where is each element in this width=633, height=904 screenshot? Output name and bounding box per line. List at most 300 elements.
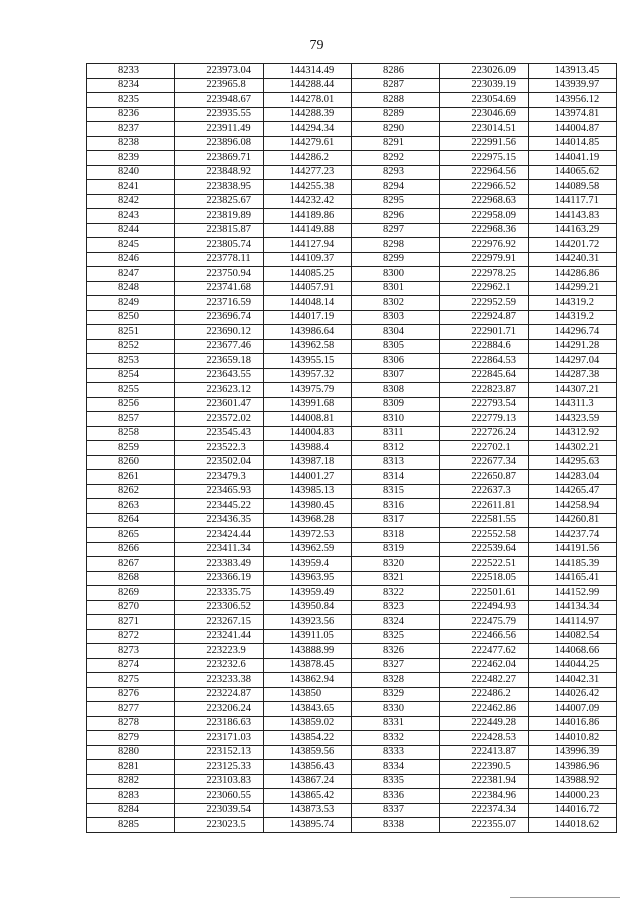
point-number-cell: 8272 (87, 629, 175, 644)
x-coordinate-cell: 222384.96 (440, 789, 528, 804)
y-coordinate-cell: 144323.59 (528, 412, 616, 427)
table-row (87, 122, 617, 137)
table-row (87, 412, 617, 427)
y-coordinate-cell: 144000.23 (528, 789, 616, 804)
point-number-cell: 8302 (351, 296, 439, 311)
x-coordinate-cell: 222964.56 (440, 165, 528, 180)
point-number-cell: 8269 (87, 586, 175, 601)
y-coordinate-cell: 143991.68 (263, 397, 351, 412)
point-number-cell: 8258 (87, 426, 175, 441)
table-row (87, 731, 617, 746)
table-row (87, 600, 617, 615)
coordinate-table (86, 63, 617, 833)
x-coordinate-cell: 222924.87 (440, 310, 528, 325)
y-coordinate-cell: 143895.74 (263, 818, 351, 833)
point-number-cell: 8315 (351, 484, 439, 499)
x-coordinate-cell: 223424.44 (175, 528, 263, 543)
table-row (87, 658, 617, 673)
x-coordinate-cell: 223973.04 (175, 64, 263, 79)
point-number-cell: 8328 (351, 673, 439, 688)
point-number-cell: 8244 (87, 223, 175, 238)
point-number-cell: 8305 (351, 339, 439, 354)
point-number-cell: 8332 (351, 731, 439, 746)
point-number-cell: 8279 (87, 731, 175, 746)
x-coordinate-cell: 222991.56 (440, 136, 528, 151)
y-coordinate-cell: 144085.25 (263, 267, 351, 282)
y-coordinate-cell: 144191.56 (528, 542, 616, 557)
x-coordinate-cell: 223103.83 (175, 774, 263, 789)
point-number-cell: 8248 (87, 281, 175, 296)
x-coordinate-cell: 223479.3 (175, 470, 263, 485)
point-number-cell: 8233 (87, 64, 175, 79)
table-row (87, 426, 617, 441)
x-coordinate-cell: 222975.15 (440, 151, 528, 166)
point-number-cell: 8264 (87, 513, 175, 528)
point-number-cell: 8234 (87, 78, 175, 93)
x-coordinate-cell: 223306.52 (175, 600, 263, 615)
y-coordinate-cell: 143980.45 (263, 499, 351, 514)
y-coordinate-cell: 143957.32 (263, 368, 351, 383)
x-coordinate-cell: 222677.34 (440, 455, 528, 470)
point-number-cell: 8288 (351, 93, 439, 108)
y-coordinate-cell: 144018.62 (528, 818, 616, 833)
point-number-cell: 8268 (87, 571, 175, 586)
x-coordinate-cell: 222884.6 (440, 339, 528, 354)
point-number-cell: 8255 (87, 383, 175, 398)
point-number-cell: 8267 (87, 557, 175, 572)
y-coordinate-cell: 144114.97 (528, 615, 616, 630)
point-number-cell: 8263 (87, 499, 175, 514)
table-row (87, 629, 617, 644)
y-coordinate-cell: 144286.86 (528, 267, 616, 282)
table-row (87, 165, 617, 180)
y-coordinate-cell: 143950.84 (263, 600, 351, 615)
x-coordinate-cell: 222966.52 (440, 180, 528, 195)
point-number-cell: 8274 (87, 658, 175, 673)
y-coordinate-cell: 144010.82 (528, 731, 616, 746)
point-number-cell: 8320 (351, 557, 439, 572)
point-number-cell: 8290 (351, 122, 439, 137)
table-row (87, 644, 617, 659)
x-coordinate-cell: 223465.93 (175, 484, 263, 499)
y-coordinate-cell: 144319.2 (528, 310, 616, 325)
table-row (87, 615, 617, 630)
point-number-cell: 8239 (87, 151, 175, 166)
point-number-cell: 8235 (87, 93, 175, 108)
y-coordinate-cell: 143968.28 (263, 513, 351, 528)
x-coordinate-cell: 222864.53 (440, 354, 528, 369)
point-number-cell: 8298 (351, 238, 439, 253)
y-coordinate-cell: 143859.02 (263, 716, 351, 731)
point-number-cell: 8317 (351, 513, 439, 528)
point-number-cell: 8240 (87, 165, 175, 180)
point-number-cell: 8337 (351, 803, 439, 818)
x-coordinate-cell: 223233.38 (175, 673, 263, 688)
y-coordinate-cell: 144291.28 (528, 339, 616, 354)
table-row (87, 64, 617, 79)
x-coordinate-cell: 222845.64 (440, 368, 528, 383)
y-coordinate-cell: 143878.45 (263, 658, 351, 673)
y-coordinate-cell: 144288.39 (263, 107, 351, 122)
y-coordinate-cell: 143974.81 (528, 107, 616, 122)
y-coordinate-cell: 144237.74 (528, 528, 616, 543)
y-coordinate-cell: 144016.86 (528, 716, 616, 731)
table-row (87, 78, 617, 93)
x-coordinate-cell: 222518.05 (440, 571, 528, 586)
point-number-cell: 8243 (87, 209, 175, 224)
point-number-cell: 8282 (87, 774, 175, 789)
point-number-cell: 8296 (351, 209, 439, 224)
x-coordinate-cell: 223838.95 (175, 180, 263, 195)
point-number-cell: 8259 (87, 441, 175, 456)
x-coordinate-cell: 223659.18 (175, 354, 263, 369)
point-number-cell: 8283 (87, 789, 175, 804)
y-coordinate-cell: 143867.24 (263, 774, 351, 789)
x-coordinate-cell: 222428.53 (440, 731, 528, 746)
point-number-cell: 8292 (351, 151, 439, 166)
y-coordinate-cell: 143986.64 (263, 325, 351, 340)
point-number-cell: 8323 (351, 600, 439, 615)
x-coordinate-cell: 222650.87 (440, 470, 528, 485)
x-coordinate-cell: 223223.9 (175, 644, 263, 659)
y-coordinate-cell: 144240.31 (528, 252, 616, 267)
x-coordinate-cell: 222462.86 (440, 702, 528, 717)
point-number-cell: 8301 (351, 281, 439, 296)
table-row (87, 107, 617, 122)
x-coordinate-cell: 223750.94 (175, 267, 263, 282)
point-number-cell: 8245 (87, 238, 175, 253)
y-coordinate-cell: 144048.14 (263, 296, 351, 311)
table-row (87, 745, 617, 760)
point-number-cell: 8265 (87, 528, 175, 543)
y-coordinate-cell: 144044.25 (528, 658, 616, 673)
point-number-cell: 8338 (351, 818, 439, 833)
point-number-cell: 8276 (87, 687, 175, 702)
table-row (87, 180, 617, 195)
table-row (87, 252, 617, 267)
y-coordinate-cell: 144065.62 (528, 165, 616, 180)
x-coordinate-cell: 223125.33 (175, 760, 263, 775)
y-coordinate-cell: 143959.4 (263, 557, 351, 572)
point-number-cell: 8313 (351, 455, 439, 470)
x-coordinate-cell: 223965.8 (175, 78, 263, 93)
y-coordinate-cell: 143859.56 (263, 745, 351, 760)
point-number-cell: 8257 (87, 412, 175, 427)
x-coordinate-cell: 223848.92 (175, 165, 263, 180)
x-coordinate-cell: 223696.74 (175, 310, 263, 325)
point-number-cell: 8266 (87, 542, 175, 557)
x-coordinate-cell: 223741.68 (175, 281, 263, 296)
y-coordinate-cell: 144299.21 (528, 281, 616, 296)
point-number-cell: 8289 (351, 107, 439, 122)
point-number-cell: 8331 (351, 716, 439, 731)
point-number-cell: 8238 (87, 136, 175, 151)
point-number-cell: 8295 (351, 194, 439, 209)
x-coordinate-cell: 223677.46 (175, 339, 263, 354)
x-coordinate-cell: 223014.51 (440, 122, 528, 137)
y-coordinate-cell: 143963.95 (263, 571, 351, 586)
point-number-cell: 8271 (87, 615, 175, 630)
y-coordinate-cell: 144109.37 (263, 252, 351, 267)
x-coordinate-cell: 222823.87 (440, 383, 528, 398)
x-coordinate-cell: 223716.59 (175, 296, 263, 311)
x-coordinate-cell: 222486.2 (440, 687, 528, 702)
x-coordinate-cell: 222702.1 (440, 441, 528, 456)
point-number-cell: 8262 (87, 484, 175, 499)
y-coordinate-cell: 144312.92 (528, 426, 616, 441)
y-coordinate-cell: 143862.94 (263, 673, 351, 688)
table-row (87, 397, 617, 412)
table-row (87, 760, 617, 775)
x-coordinate-cell: 223046.69 (440, 107, 528, 122)
y-coordinate-cell: 144278.01 (263, 93, 351, 108)
point-number-cell: 8309 (351, 397, 439, 412)
y-coordinate-cell: 143955.15 (263, 354, 351, 369)
point-number-cell: 8291 (351, 136, 439, 151)
x-coordinate-cell: 223778.11 (175, 252, 263, 267)
y-coordinate-cell: 144295.63 (528, 455, 616, 470)
table-row (87, 513, 617, 528)
table-row (87, 803, 617, 818)
x-coordinate-cell: 223819.89 (175, 209, 263, 224)
x-coordinate-cell: 222390.5 (440, 760, 528, 775)
x-coordinate-cell: 223060.55 (175, 789, 263, 804)
x-coordinate-cell: 222793.54 (440, 397, 528, 412)
y-coordinate-cell: 144004.87 (528, 122, 616, 137)
y-coordinate-cell: 144143.83 (528, 209, 616, 224)
x-coordinate-cell: 222355.07 (440, 818, 528, 833)
x-coordinate-cell: 222381.94 (440, 774, 528, 789)
y-coordinate-cell: 143962.58 (263, 339, 351, 354)
table-row (87, 383, 617, 398)
x-coordinate-cell: 223206.24 (175, 702, 263, 717)
y-coordinate-cell: 143956.12 (528, 93, 616, 108)
x-coordinate-cell: 223152.13 (175, 745, 263, 760)
x-coordinate-cell: 223267.15 (175, 615, 263, 630)
y-coordinate-cell: 143939.97 (528, 78, 616, 93)
point-number-cell: 8293 (351, 165, 439, 180)
x-coordinate-cell: 222581.55 (440, 513, 528, 528)
y-coordinate-cell: 144057.91 (263, 281, 351, 296)
x-coordinate-cell: 222901.71 (440, 325, 528, 340)
table-row (87, 716, 617, 731)
point-number-cell: 8300 (351, 267, 439, 282)
y-coordinate-cell: 143988.4 (263, 441, 351, 456)
point-number-cell: 8287 (351, 78, 439, 93)
point-number-cell: 8297 (351, 223, 439, 238)
y-coordinate-cell: 143913.45 (528, 64, 616, 79)
table-row (87, 354, 617, 369)
x-coordinate-cell: 223572.02 (175, 412, 263, 427)
table-row (87, 339, 617, 354)
table-row (87, 325, 617, 340)
point-number-cell: 8249 (87, 296, 175, 311)
point-number-cell: 8250 (87, 310, 175, 325)
y-coordinate-cell: 144165.41 (528, 571, 616, 586)
x-coordinate-cell: 223232.6 (175, 658, 263, 673)
table-row (87, 310, 617, 325)
point-number-cell: 8254 (87, 368, 175, 383)
x-coordinate-cell: 222539.64 (440, 542, 528, 557)
point-number-cell: 8252 (87, 339, 175, 354)
point-number-cell: 8236 (87, 107, 175, 122)
y-coordinate-cell: 144294.34 (263, 122, 351, 137)
y-coordinate-cell: 144041.19 (528, 151, 616, 166)
y-coordinate-cell: 143850 (263, 687, 351, 702)
table-row (87, 223, 617, 238)
x-coordinate-cell: 223522.3 (175, 441, 263, 456)
point-number-cell: 8277 (87, 702, 175, 717)
y-coordinate-cell: 144185.39 (528, 557, 616, 572)
y-coordinate-cell: 143873.53 (263, 803, 351, 818)
table-row (87, 267, 617, 282)
y-coordinate-cell: 143975.79 (263, 383, 351, 398)
x-coordinate-cell: 222779.13 (440, 412, 528, 427)
x-coordinate-cell: 223335.75 (175, 586, 263, 601)
y-coordinate-cell: 144008.81 (263, 412, 351, 427)
x-coordinate-cell: 222976.92 (440, 238, 528, 253)
table-row (87, 368, 617, 383)
y-coordinate-cell: 144287.38 (528, 368, 616, 383)
point-number-cell: 8253 (87, 354, 175, 369)
x-coordinate-cell: 222413.87 (440, 745, 528, 760)
point-number-cell: 8307 (351, 368, 439, 383)
x-coordinate-cell: 222952.59 (440, 296, 528, 311)
point-number-cell: 8285 (87, 818, 175, 833)
point-number-cell: 8325 (351, 629, 439, 644)
x-coordinate-cell: 223623.12 (175, 383, 263, 398)
x-coordinate-cell: 222482.27 (440, 673, 528, 688)
y-coordinate-cell: 144001.27 (263, 470, 351, 485)
x-coordinate-cell: 223911.49 (175, 122, 263, 137)
y-coordinate-cell: 143962.59 (263, 542, 351, 557)
point-number-cell: 8280 (87, 745, 175, 760)
point-number-cell: 8329 (351, 687, 439, 702)
y-coordinate-cell: 143854.22 (263, 731, 351, 746)
x-coordinate-cell: 222726.24 (440, 426, 528, 441)
point-number-cell: 8334 (351, 760, 439, 775)
point-number-cell: 8310 (351, 412, 439, 427)
point-number-cell: 8260 (87, 455, 175, 470)
table-row (87, 789, 617, 804)
y-coordinate-cell: 144311.3 (528, 397, 616, 412)
point-number-cell: 8333 (351, 745, 439, 760)
x-coordinate-cell: 222477.62 (440, 644, 528, 659)
y-coordinate-cell: 144017.19 (263, 310, 351, 325)
table-row (87, 586, 617, 601)
x-coordinate-cell: 223948.67 (175, 93, 263, 108)
table-row (87, 484, 617, 499)
y-coordinate-cell: 143987.18 (263, 455, 351, 470)
y-coordinate-cell: 143988.92 (528, 774, 616, 789)
x-coordinate-cell: 223502.04 (175, 455, 263, 470)
y-coordinate-cell: 143843.65 (263, 702, 351, 717)
y-coordinate-cell: 144260.81 (528, 513, 616, 528)
y-coordinate-cell: 144277.23 (263, 165, 351, 180)
y-coordinate-cell: 144279.61 (263, 136, 351, 151)
table-row (87, 93, 617, 108)
x-coordinate-cell: 223445.22 (175, 499, 263, 514)
table-row (87, 528, 617, 543)
point-number-cell: 8318 (351, 528, 439, 543)
y-coordinate-cell: 144319.2 (528, 296, 616, 311)
y-coordinate-cell: 144314.49 (263, 64, 351, 79)
x-coordinate-cell: 223171.03 (175, 731, 263, 746)
point-number-cell: 8246 (87, 252, 175, 267)
table-row (87, 774, 617, 789)
point-number-cell: 8322 (351, 586, 439, 601)
point-number-cell: 8247 (87, 267, 175, 282)
y-coordinate-cell: 144068.66 (528, 644, 616, 659)
x-coordinate-cell: 223869.71 (175, 151, 263, 166)
point-number-cell: 8270 (87, 600, 175, 615)
y-coordinate-cell: 143888.99 (263, 644, 351, 659)
table-row (87, 238, 617, 253)
point-number-cell: 8284 (87, 803, 175, 818)
y-coordinate-cell: 143923.56 (263, 615, 351, 630)
y-coordinate-cell: 144232.42 (263, 194, 351, 209)
y-coordinate-cell: 144201.72 (528, 238, 616, 253)
x-coordinate-cell: 223383.49 (175, 557, 263, 572)
x-coordinate-cell: 223026.09 (440, 64, 528, 79)
x-coordinate-cell: 222522.51 (440, 557, 528, 572)
point-number-cell: 8330 (351, 702, 439, 717)
x-coordinate-cell: 222611.81 (440, 499, 528, 514)
y-coordinate-cell: 144283.04 (528, 470, 616, 485)
x-coordinate-cell: 223023.5 (175, 818, 263, 833)
y-coordinate-cell: 143856.43 (263, 760, 351, 775)
y-coordinate-cell: 144004.83 (263, 426, 351, 441)
point-number-cell: 8335 (351, 774, 439, 789)
point-number-cell: 8273 (87, 644, 175, 659)
x-coordinate-cell: 223935.55 (175, 107, 263, 122)
point-number-cell: 8256 (87, 397, 175, 412)
table-row (87, 441, 617, 456)
y-coordinate-cell: 144265.47 (528, 484, 616, 499)
x-coordinate-cell: 222449.28 (440, 716, 528, 731)
x-coordinate-cell: 222374.34 (440, 803, 528, 818)
y-coordinate-cell: 144189.86 (263, 209, 351, 224)
y-coordinate-cell: 144007.09 (528, 702, 616, 717)
x-coordinate-cell: 223411.34 (175, 542, 263, 557)
x-coordinate-cell: 223690.12 (175, 325, 263, 340)
x-coordinate-cell: 223601.47 (175, 397, 263, 412)
x-coordinate-cell: 223186.63 (175, 716, 263, 731)
x-coordinate-cell: 223039.54 (175, 803, 263, 818)
page-number: 79 (309, 38, 324, 53)
point-number-cell: 8314 (351, 470, 439, 485)
y-coordinate-cell: 144117.71 (528, 194, 616, 209)
table-row (87, 557, 617, 572)
y-coordinate-cell: 144014.85 (528, 136, 616, 151)
point-number-cell: 8304 (351, 325, 439, 340)
point-number-cell: 8251 (87, 325, 175, 340)
point-number-cell: 8324 (351, 615, 439, 630)
coordinate-table-body (87, 64, 617, 833)
x-coordinate-cell: 223805.74 (175, 238, 263, 253)
table-row (87, 455, 617, 470)
table-row (87, 281, 617, 296)
x-coordinate-cell: 223436.35 (175, 513, 263, 528)
point-number-cell: 8278 (87, 716, 175, 731)
y-coordinate-cell: 144082.54 (528, 629, 616, 644)
point-number-cell: 8327 (351, 658, 439, 673)
y-coordinate-cell: 144307.21 (528, 383, 616, 398)
point-number-cell: 8319 (351, 542, 439, 557)
point-number-cell: 8294 (351, 180, 439, 195)
x-coordinate-cell: 223825.67 (175, 194, 263, 209)
y-coordinate-cell: 144134.34 (528, 600, 616, 615)
